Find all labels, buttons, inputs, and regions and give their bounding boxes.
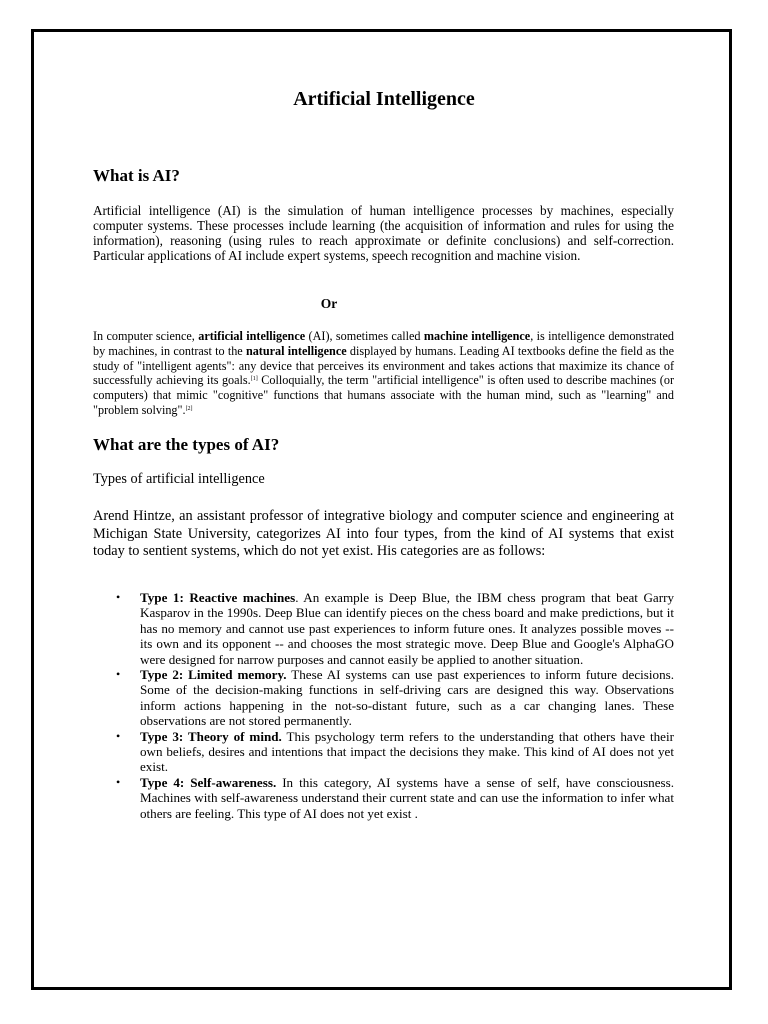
- type-2-label: Type 2: Limited memory.: [140, 667, 287, 683]
- types-subheading: Types of artificial intelligence: [93, 471, 265, 487]
- definition-text-1: In computer science,: [93, 329, 199, 343]
- definition-text-4: displayed by humans. Leading AI textbooks define the field as the study of "intelligent agents": any device that perceives its environment and takes actions that maximize its chance of successfully achieving its goals.: [93, 343, 674, 388]
- section-heading-types-of-ai: What are the types of AI?: [93, 435, 280, 454]
- type-4-label: Type 4: Self-awareness.: [140, 774, 277, 790]
- what-is-ai-paragraph: Artificial intelligence (AI) is the simulation of human intelligence processes by machines, especially computer systems. These processes include learning (the acquisition of information and rules for using the information), reasoning (using rules to reach approximate or definite conclusions) and self-correction. Particular applications of AI include expert systems, speech recognition and machine vision.: [93, 203, 674, 264]
- reference-2: [2]: [185, 405, 193, 412]
- definition-text-2: (AI), sometimes called: [305, 329, 424, 343]
- type-1-label: Type 1: Reactive machines: [140, 590, 296, 605]
- hintze-paragraph: Arend Hintze, an assistant professor of integrative biology and computer science and engineering at Michigan State University, categorizes AI into four types, from the kind of AI systems that exist today to sentient systems, which do not yet exist. His categories are as follows:: [93, 508, 674, 560]
- term-artificial-intelligence: artificial intelligence: [198, 329, 306, 343]
- list-item-type-4: [93, 775, 674, 821]
- type-3-label: Type 3: Theory of mind.: [140, 728, 282, 744]
- type-2-text: These AI systems can use past experiences to inform future decisions. Some of the decision-making functions in self-driving cars are designed this way. Observations inform actions happening in the not-so-distant future, such as a car changing lanes. These observations are not stored permanently.: [140, 667, 674, 729]
- section-heading-what-is-ai: What is AI?: [93, 166, 180, 185]
- bullet-icon: •: [116, 590, 121, 604]
- computer-science-definition-paragraph: [93, 329, 674, 418]
- list-item-type-3: [93, 729, 674, 775]
- reference-1: [1]: [250, 376, 258, 383]
- bullet-icon: •: [116, 667, 121, 682]
- type-1-text: . An example is Deep Blue, the IBM chess program that beat Garry Kasparov in the 1990s. Deep Blue can identify pieces on the chess board and make predictions, but it has no memory and cannot use past experiences to inform future ones. It analyzes possible moves -- its own and its opponent -- and chooses the most strategic move. Deep Blue and Google's AlphaGO were designed for narrow purposes and cannot easily be applied to another situation.: [140, 590, 674, 667]
- type-3-text: This psychology term refers to the understanding that others have their own beliefs, desires and intentions that impact the decisions they make. This kind of AI does not yet exist.: [140, 728, 674, 775]
- type-4-text: In this category, AI systems have a sense of self, have consciousness. Machines with self-awareness understand their current state and can use the information to infer what others are feeling. This type of AI does not yet exist .: [140, 774, 674, 821]
- document-title: Artificial Intelligence: [293, 88, 475, 110]
- term-natural-intelligence: natural intelligence: [245, 343, 347, 358]
- term-machine-intelligence: machine intelligence: [423, 329, 531, 343]
- list-item-type-1: [93, 590, 674, 667]
- ai-types-list: [93, 590, 674, 821]
- bullet-icon: •: [116, 728, 121, 743]
- bullet-icon: •: [116, 774, 121, 789]
- definition-text-3: , is intelligence demonstrated by machines, in contrast to the: [93, 329, 674, 358]
- or-separator: Or: [320, 296, 338, 311]
- list-item-type-2: [93, 667, 674, 729]
- definition-text-5: Colloquially, the term "artificial intelligence" is often used to describe machines (or computers) that mimic "cognitive" functions that humans associate with the human mind, such as "learning" and "problem solving".: [93, 373, 675, 417]
